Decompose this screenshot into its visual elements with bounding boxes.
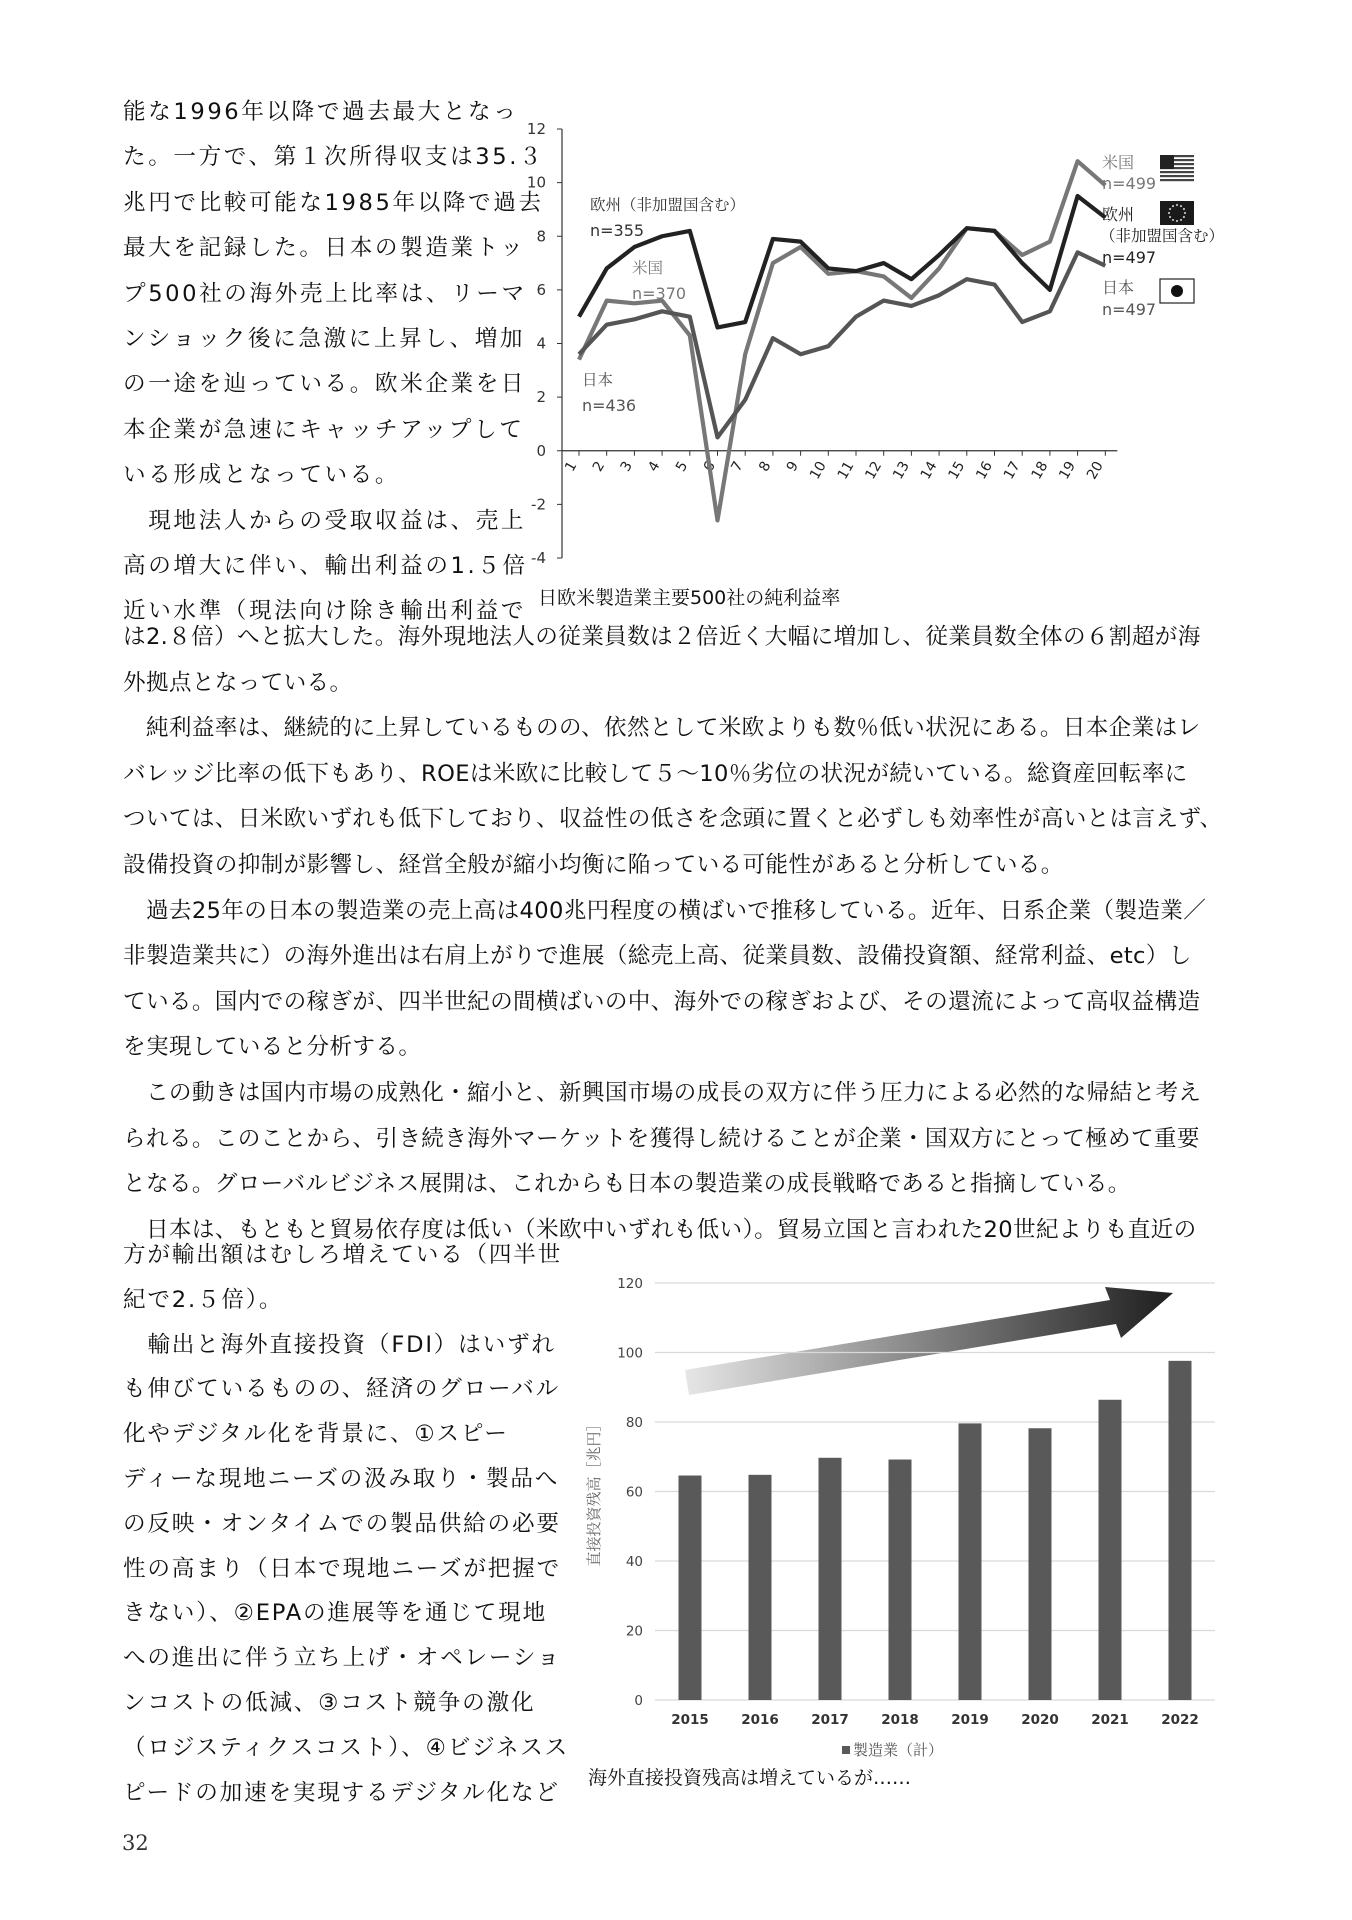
body-line: 方が輸出額はむしろ増えている（四半世 [123,1242,563,1268]
eu-flag-icon [1160,201,1194,225]
y-tick-label: 0 [536,441,546,460]
x-tick-label: 12 [862,458,886,483]
trend-arrow-icon [685,1287,1173,1395]
x-tick-label: 7 [728,458,747,475]
body-line: 純利益率は、継続的に上昇しているものの、依然として米欧よりも数％低い状況にある。日本企業はレ [123,715,1201,742]
x-tick-label: 4 [645,458,664,475]
x-tick-label: 14 [917,458,941,483]
bar-chart-caption: 海外直接投資残高は増えているが…… [588,1767,912,1789]
body-line: た。一方で、第１次所得収支は35.３ [123,144,545,171]
body-line: ンコストの低減、③コスト競争の激化 [123,1690,536,1716]
body-line: いる形成となっている。 [123,462,401,489]
body-line: きない）、②EPAの進展等を通じて現地 [123,1600,547,1627]
net-profit-margin-chart [510,115,1240,585]
body-line: 過去25年の日本の製造業の売上高は400兆円程度の横ばいで推移している。近年、日系企業（製造業／ [123,897,1207,924]
body-line: 外拠点となっている。 [123,669,353,696]
bar-2022 [1169,1361,1192,1700]
line-chart-caption: 日欧米製造業主要500社の純利益率 [538,587,841,609]
inline-series-label: 米国 [632,259,664,277]
inline-series-n: n=370 [632,284,687,303]
body-line: 高の増大に伴い、輸出利益の1.５倍 [123,553,528,579]
x-tick-label: 2 [589,458,609,475]
legend-swatch [842,1746,850,1754]
legend-name-us: 米国 [1102,153,1135,172]
body-line: ピードの加速を実現するデジタル化など [123,1779,560,1806]
inline-series-n: n=436 [582,396,637,415]
body-line: 最大を記録した。日本の製造業トッ [123,235,526,262]
x-tick-label: 16 [973,458,996,483]
y-tick-label: 80 [625,1415,643,1431]
bar-2021 [1099,1400,1122,1700]
x-tick-label: 2015 [671,1712,709,1728]
legend-n-eu: n=497 [1102,248,1157,267]
y-axis-label: 直接投資残高［兆円］ [585,1416,603,1567]
legend-sub-eu: （非加盟国含む） [1100,227,1225,245]
y-tick-label: 8 [536,227,546,246]
bar-2020 [1029,1428,1052,1700]
body-line: となる。グローバルビジネス展開は、これからも日本の製造業の成長戦略であると指摘している。 [123,1171,1131,1198]
y-tick-label: 4 [536,334,546,353]
body-line: 近い水準（現法向け除き輸出利益で [123,598,527,625]
x-tick-label: 5 [672,458,692,475]
bar-2019 [959,1423,982,1700]
x-tick-label: 15 [945,458,969,483]
body-line: 日本は、もともと貿易依存度は低い（米欧中いずれも低い）。貿易立国と言われた20世紀よりも直近の [123,1216,1197,1243]
body-line: 能な1996年以降で過去最大となっ [123,99,519,125]
body-line: への進出に伴う立ち上げ・オペレーショ [123,1645,562,1672]
body-line: の反映・オンタイムでの製品供給の必要 [123,1510,561,1537]
body-line: 非製造業共に）の海外進出は右肩上がりで進展（総売上高、従業員数、設備投資額、経常利益、etc）し [123,943,1192,970]
body-line: を実現していると分析する。 [123,1034,422,1061]
x-tick-label: 2020 [1021,1712,1059,1728]
x-tick-label: 3 [617,458,636,475]
body-line: は2.８倍）へと拡大した。海外現地法人の従業員数は２倍近く大幅に増加し、従業員数全体の６割超が海 [123,624,1201,650]
series-line-jp [579,252,1105,437]
x-tick-label: 2019 [951,1712,989,1728]
body-line: 兆円で比較可能な1985年以降で過去 [123,189,544,216]
inline-series-label: 欧州（非加盟国含む） [590,196,746,214]
bar-2017 [819,1458,842,1700]
x-tick-label: 9 [783,458,803,475]
body-line: 現地法人からの受取収益は、売上 [123,507,527,534]
bar-2015 [679,1476,702,1700]
inline-series-label: 日本 [582,371,614,389]
x-tick-label: 13 [890,458,913,483]
x-tick-label: 2022 [1161,1712,1199,1728]
x-tick-label: 2017 [811,1712,849,1728]
body-line: ついては、日米欧いずれも低下しており、収益性の低さを念頭に置くと必ずしも効率性が高いとは言えず、 [123,806,1223,833]
body-line: の一途を辿っている。欧米企業を日 [123,371,527,398]
inline-series-n: n=355 [590,221,645,240]
page-number: 32 [122,1831,149,1855]
x-tick-label: 18 [1028,458,1052,483]
body-line: バレッジ比率の低下もあり、ROEは米欧に比較して５～10％劣位の状況が続いている。総資産回転率に [123,760,1188,787]
x-tick-label: 1 [562,458,581,475]
x-tick-label: 2021 [1091,1712,1129,1728]
legend-n-jp: n=497 [1102,300,1157,319]
x-tick-label: 20 [1083,458,1107,483]
body-line: （ロジスティクスコスト）、④ビジネスス [123,1734,569,1761]
legend-name-jp: 日本 [1102,278,1135,297]
x-tick-label: 8 [756,458,775,475]
y-tick-label: 60 [625,1484,643,1501]
y-tick-label: 12 [526,120,546,138]
body-line: 紀で2.５倍）。 [123,1286,284,1313]
bar-2016 [749,1475,772,1700]
body-line: ンショック後に急激に上昇し、増加 [123,326,526,352]
body-line: られる。このことから、引き続き海外マーケットを獲得し続けることが企業・国双方にとって極めて重要 [123,1125,1200,1152]
body-line: も伸びているものの、経済のグローバル [123,1376,561,1403]
body-line: ている。国内での稼ぎが、四半世紀の間横ばいの中、海外での稼ぎおよび、その還流によって高収益構造 [123,988,1201,1015]
x-tick-label: 19 [1056,458,1080,483]
legend-name-eu: 欧州 [1102,205,1135,224]
fdi-stock-bar-chart [575,1260,1235,1760]
body-line: プ500社の海外売上比率は、リーマ [123,280,527,307]
x-tick-label: 2016 [741,1712,779,1728]
x-tick-label: 11 [834,458,858,483]
body-line: 性の高まり（日本で現地ニーズが把握で [123,1555,561,1582]
y-tick-label: -4 [531,549,546,567]
body-line: 化やデジタル化を背景に、①スピー [123,1421,509,1448]
y-tick-label: -2 [531,495,546,514]
y-tick-label: 120 [617,1276,643,1292]
y-tick-label: 6 [536,280,546,299]
body-line: ディーな現地ニーズの汲み取り・製品へ [123,1466,560,1492]
jp-flag-icon [1160,279,1194,303]
x-tick-label: 2018 [881,1712,919,1728]
body-line: 設備投資の抑制が影響し、経営全般が縮小均衡に陥っている可能性があると分析している。 [123,852,1064,878]
y-tick-label: 0 [634,1693,643,1709]
body-line: 本企業が急速にキャッチアップして [123,416,525,443]
legend-label: 製造業（計） [853,1741,944,1759]
legend-n-us: n=499 [1102,174,1157,193]
x-tick-label: 17 [1000,458,1024,483]
body-line: 輸出と海外直接投資（FDI）はいずれ [123,1331,556,1358]
bar-2018 [889,1460,912,1700]
y-tick-label: 10 [526,173,546,192]
y-tick-label: 40 [625,1554,643,1570]
x-tick-label: 10 [806,458,830,483]
x-tick-label: 6 [700,458,719,475]
us-flag-icon [1160,155,1194,181]
body-line: この動きは国内市場の成熟化・縮小と、新興国市場の成長の双方に伴う圧力による必然的な帰結と考え [123,1080,1202,1106]
y-tick-label: 20 [625,1623,643,1640]
y-tick-label: 2 [536,388,546,407]
y-tick-label: 100 [617,1345,643,1362]
